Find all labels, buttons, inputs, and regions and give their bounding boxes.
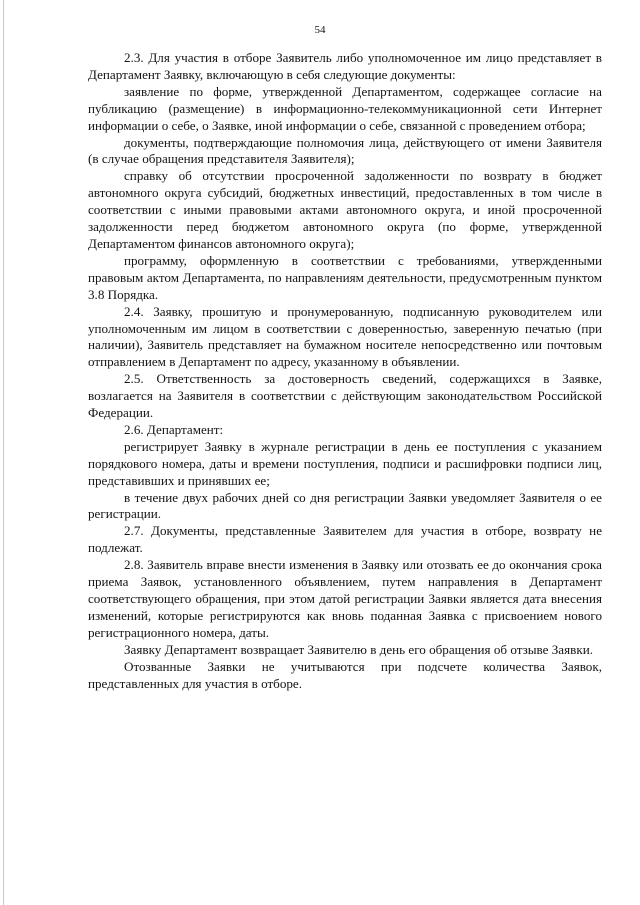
paragraph-2-5: 2.5. Ответственность за достоверность сведений, содержащихся в Заявке, возлагается на Заявителя в соответствии с действующим законодательством Российской Федерации. [88, 371, 602, 421]
list-item-registration: регистрирует Заявку в журнале регистрации в день ее поступления с указанием порядкового номера, даты и времени поступления, подписи и расшифровки подписи лиц, представивших и принявших ее; [88, 438, 602, 488]
list-item-debt-certificate: справку об отсутствии просроченной задолженности по возврату в бюджет автономного округа субсидий, бюджетных инвестиций, предоставленных в том числе в соответствии с иными правовыми актами автономного округа, и иной просроченной задолженности перед бюджетом автономного округа (по форме, утвержденной Департаментом финансов автономного округа); [88, 168, 602, 251]
list-item-authority-documents: документы, подтверждающие полномочия лица, действующего от имени Заявителя (в случае обращения представителя Заявителя); [88, 134, 602, 167]
paragraph-2-4: 2.4. Заявку, прошитую и пронумерованную, подписанную руководителем или уполномоченным им лицом в соответствии с доверенностью, заверенную печатью (при наличии), Заявитель представляет на бумажном носителе непосредственно или почтовым отправлением в Департамент по адресу, указанному в объявлении. [88, 303, 602, 370]
paragraph-2-8: 2.8. Заявитель вправе внести изменения в Заявку или отозвать ее до окончания срока приема Заявок, установленного объявлением, путем направления в Департамент соответствующего обращения, при этом датой регистрации Заявки является дата внесения изменений, которые регистрируются как вновь поданная Заявка с присвоением нового регистрационного номера, даты. [88, 557, 602, 640]
page-number: 54 [314, 24, 326, 36]
list-item-notification: в течение двух рабочих дней со дня регистрации Заявки уведомляет Заявителя о ее регистрации. [88, 489, 602, 522]
paragraph-2-7: 2.7. Документы, представленные Заявителем для участия в отборе, возврату не подлежат. [88, 523, 602, 556]
paragraph-2-6: 2.6. Департамент: [124, 421, 224, 437]
paragraph-withdrawn: Отозванные Заявки не учитываются при подсчете количества Заявок, представленных для участия в отборе. [88, 658, 602, 691]
list-item-application-form: заявление по форме, утвержденной Департаментом, содержащее согласие на публикацию (размещение) в информационно-телекоммуникационной сети Интернет информации о себе, о Заявке, иной информации о себе, связанной с проведением отбора; [88, 83, 602, 133]
paragraph-2-3: 2.3. Для участия в отборе Заявитель либо уполномоченное им лицо представляет в Департамент Заявку, включающую в себя следующие документы: [88, 50, 602, 82]
scan-edge-line [3, 0, 4, 905]
paragraph-return: Заявку Департамент возвращает Заявителю в день его обращения об отзыве Заявки. [124, 641, 593, 657]
document-body [88, 50, 602, 692]
list-item-program: программу, оформленную в соответствии с требованиями, утвержденными правовым актом Департамента, по направлениям деятельности, предусмотренным пунктом 3.8 Порядка. [88, 252, 602, 302]
